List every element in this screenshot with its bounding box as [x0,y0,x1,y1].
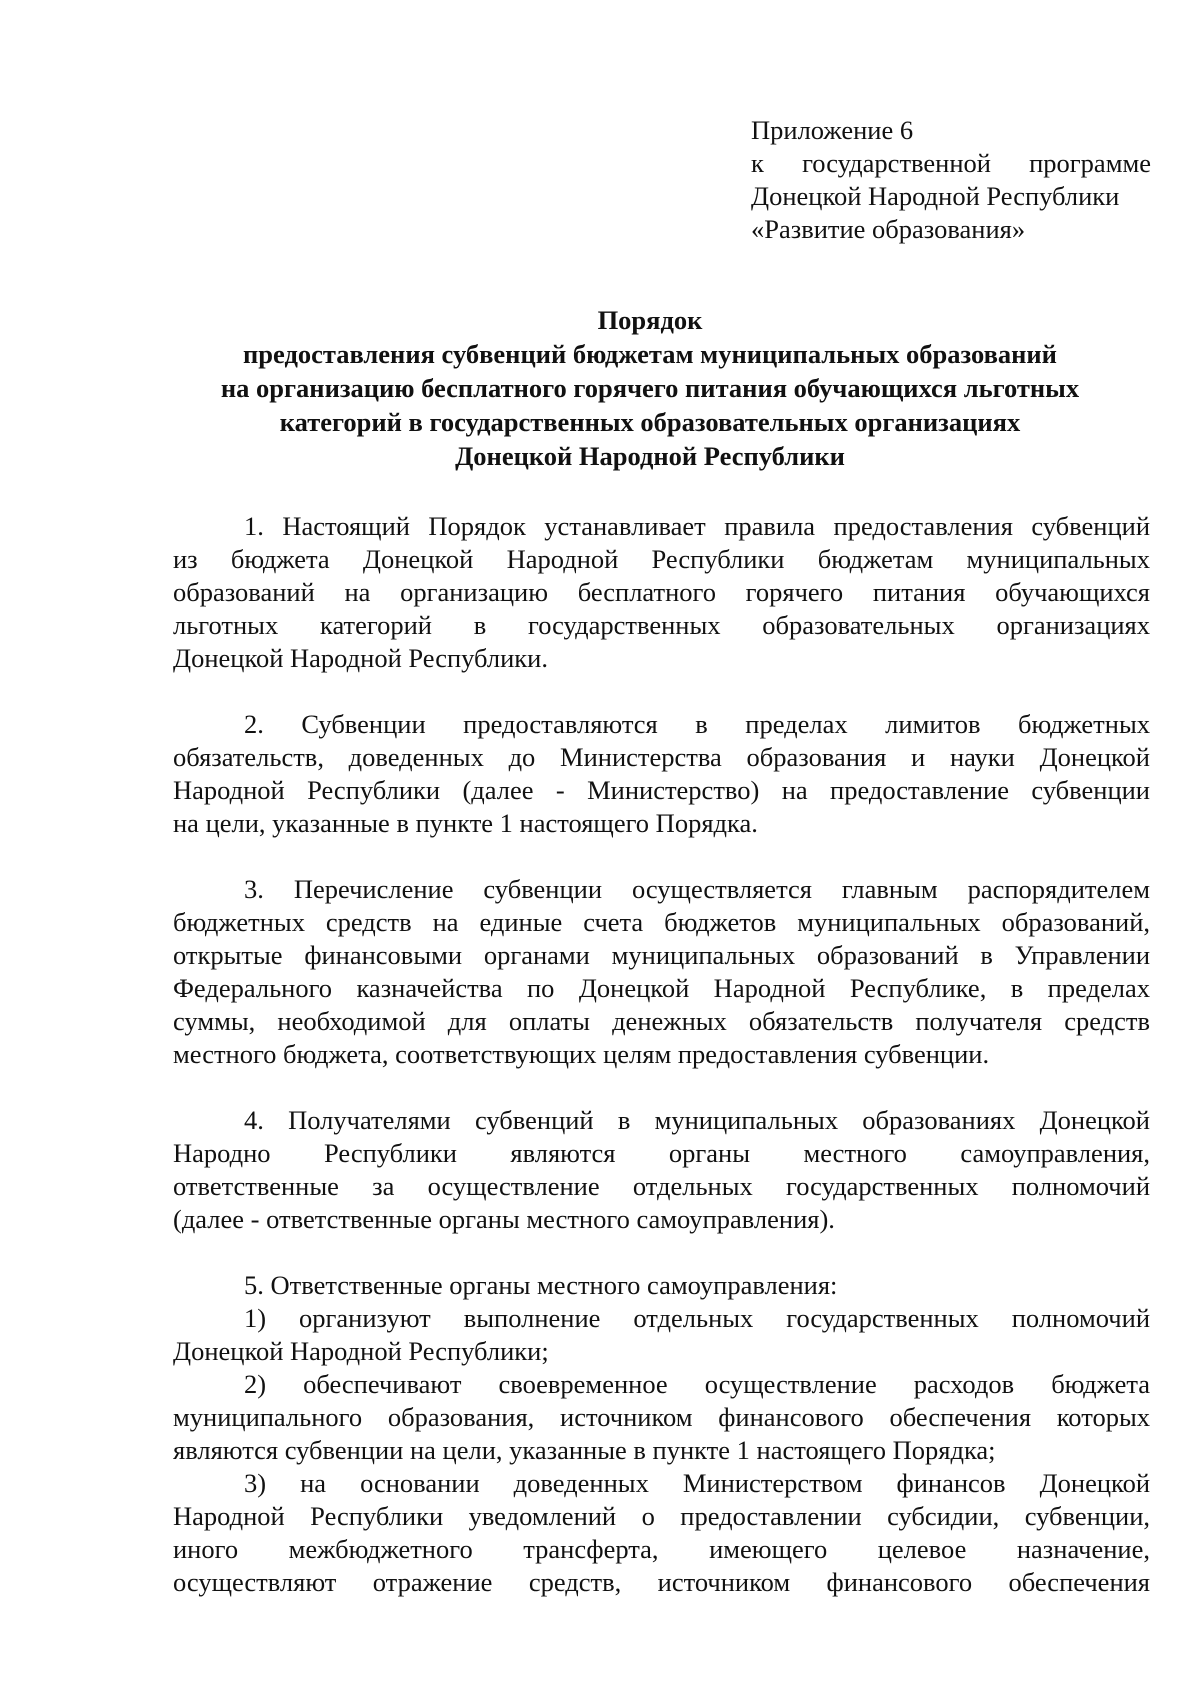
paragraph-5 [173,1269,1150,1302]
paragraph-line: 4. Получателями субвенций в муниципальных образованиях Донецкой [244,1105,1150,1135]
paragraph-line: местного бюджета, соответствующих целям предоставления субвенции. [173,1039,990,1069]
paragraph-4 [173,1104,1150,1236]
paragraph-3 [173,873,1150,1071]
title-line-3: на организацию бесплатного горячего питания обучающихся льготных [220,373,1080,403]
paragraph-line: Донецкой Народной Республики; [173,1336,549,1366]
paragraph-line: на цели, указанные в пункте 1 настоящего Порядка. [173,808,758,838]
title-line-4: категорий в государственных образовательных организациях [279,407,1021,437]
paragraph-line: 3) на основании доведенных Министерством финансов Донецкой [244,1468,1150,1498]
paragraph-5-item-1 [173,1302,1150,1368]
paragraph-line: 5. Ответственные органы местного самоуправления: [244,1270,838,1300]
paragraph-line: 2) обеспечивают своевременное осуществление расходов бюджета [244,1369,1150,1399]
paragraph-line: образований на организацию бесплатного горячего питания обучающихся [173,577,1150,607]
paragraph-gap [173,840,1150,873]
paragraph-line: осуществляют отражение средств, источником финансового обеспечения [173,1567,1150,1597]
paragraph-line: 3. Перечисление субвенции осуществляется главным распорядителем [244,874,1150,904]
paragraph-line: 1) организуют выполнение отдельных государственных полномочий [244,1303,1150,1333]
paragraph-line: обязательств, доведенных до Министерства образования и науки Донецкой [173,742,1150,772]
paragraph-gap [173,675,1150,708]
paragraph-line: бюджетных средств на единые счета бюджетов муниципальных образований, [173,907,1150,937]
paragraph-gap [173,1236,1150,1269]
paragraph-line: иного межбюджетного трансферта, имеющего целевое назначение, [173,1534,1150,1564]
title-line-2: предоставления субвенций бюджетам муниципальных образований [243,339,1057,369]
paragraph-5-item-2 [173,1368,1150,1467]
paragraph-line: муниципального образования, источником финансового обеспечения которых [173,1402,1150,1432]
title-line-5: Донецкой Народной Республики [455,441,845,471]
paragraph-line: суммы, необходимой для оплаты денежных обязательств получателя средств [173,1006,1150,1036]
paragraph-line: 1. Настоящий Порядок устанавливает правила предоставления субвенций [244,511,1150,541]
appendix-program-ref: к государственной программе [751,148,1151,178]
title-line-1: Порядок [597,305,703,335]
appendix-program-title: «Развитие образования» [751,214,1026,244]
paragraph-line: Донецкой Народной Республики. [173,643,548,673]
paragraph-line: Народной Республики (далее - Министерство) на предоставление субвенции [173,775,1150,805]
document-body [173,510,1150,1599]
paragraph-line: (далее - ответственные органы местного самоуправления). [173,1204,835,1234]
paragraph-line: открытые финансовыми органами муниципальных образований в Управлении [173,940,1150,970]
paragraph-2 [173,708,1150,840]
paragraph-line: Федерального казначейства по Донецкой Народной Республике, в пределах [173,973,1150,1003]
paragraph-line: ответственные за осуществление отдельных государственных полномочий [173,1171,1150,1201]
paragraph-line: Народно Республики являются органы местного самоуправления, [173,1138,1150,1168]
appendix-block [751,114,1151,246]
paragraph-line: являются субвенции на цели, указанные в пункте 1 настоящего Порядка; [173,1435,996,1465]
paragraph-5-item-3 [173,1467,1150,1599]
paragraph-gap [173,1071,1150,1104]
paragraph-1 [173,510,1150,675]
document-title [150,303,1150,473]
paragraph-line: льготных категорий в государственных образовательных организациях [173,610,1150,640]
appendix-number: Приложение 6 [751,115,914,145]
paragraph-line: 2. Субвенции предоставляются в пределах лимитов бюджетных [244,709,1150,739]
paragraph-line: Народной Республики уведомлений о предоставлении субсидии, субвенции, [173,1501,1150,1531]
appendix-republic: Донецкой Народной Республики [751,181,1120,211]
paragraph-line: из бюджета Донецкой Народной Республики бюджетам муниципальных [173,544,1150,574]
